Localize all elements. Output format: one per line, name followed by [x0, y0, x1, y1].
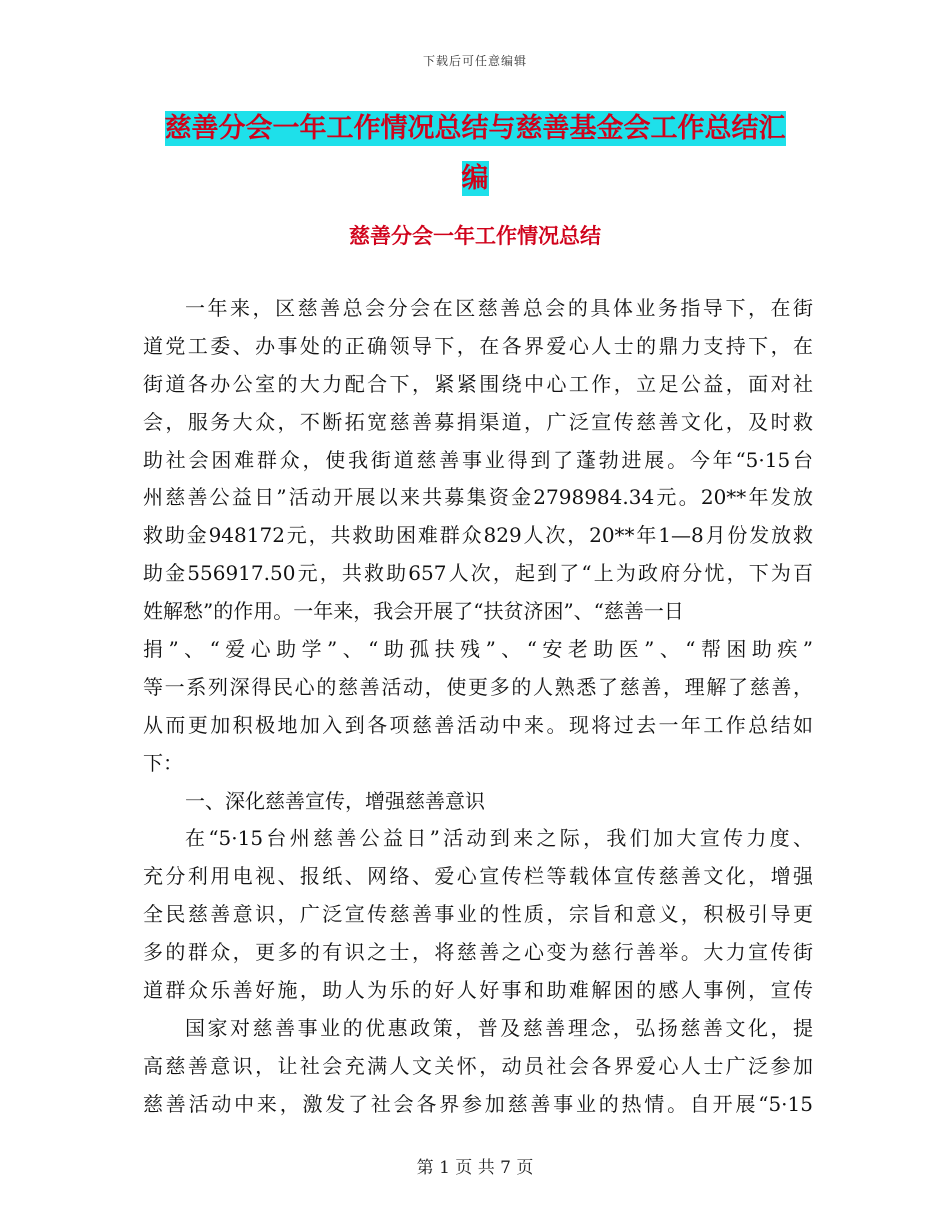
- paragraph-line: 助社会困难群众，使我街道慈善事业得到了蓬勃进展。今年“5·15台: [143, 447, 813, 472]
- page-header-note: 下载后可任意编辑: [422, 54, 527, 68]
- paragraph-line: 全民慈善意识，广泛宣传慈善事业的性质，宗旨和意义，积极引导更: [143, 902, 813, 927]
- paragraph-line: 等一系列深得民心的慈善活动，使更多的人熟悉了慈善，理解了慈善，: [143, 674, 813, 699]
- paragraph-line: 一年来，区慈善总会分会在区慈善总会的具体业务指导下，在街: [185, 296, 813, 320]
- paragraph-line: 捐”、“爱心助学”、“助孤扶残”、“安老助医”、“帮困助疾”: [143, 637, 813, 662]
- paragraph-line: 姓解愁”的作用。一年来，我会开展了“扶贫济困”、“慈善一日: [143, 599, 684, 624]
- paragraph-line: 会，服务大众，不断拓宽慈善募捐渠道，广泛宣传慈善文化，及时救: [143, 409, 813, 434]
- paragraph-line: 从而更加积极地加入到各项慈善活动中来。现将过去一年工作总结如: [143, 712, 813, 737]
- paragraph-line: 多的群众，更多的有识之士，将慈善之心变为慈行善举。大力宣传街: [143, 940, 813, 965]
- paragraph-line: 高慈善意识，让社会充满人文关怀，动员社会各界爱心人士广泛参加: [143, 1053, 813, 1078]
- paragraph-line: 助金556917.50元，共救助657人次，起到了“上为政府分忧，下为百: [143, 561, 813, 586]
- paragraph-line: 充分利用电视、报纸、网络、爱心宣传栏等载体宣传慈善文化，增强: [143, 864, 813, 889]
- page-number: 第 1 页 共 7 页: [416, 1158, 534, 1178]
- section-heading-1: 一、深化慈善宣传，增强慈善意识: [185, 788, 485, 813]
- paragraph-line: 道党工委、办事处的正确领导下，在各界爱心人士的鼎力支持下，在: [143, 333, 813, 358]
- document-title: [0, 104, 950, 204]
- paragraph-line: 在“5·15台州慈善公益日”活动到来之际，我们加大宣传力度、: [185, 826, 813, 851]
- document-title-line-1: 慈善分会一年工作情况总结与慈善基金会工作总结汇: [164, 113, 786, 144]
- paragraph-line: 下：: [143, 750, 183, 775]
- paragraph-line: 救助金948172元，共救助困难群众829人次，20**年1—8月份发放救: [143, 523, 813, 548]
- paragraph-line: 街道各办公室的大力配合下，紧紧围绕中心工作，立足公益，面对社: [143, 371, 813, 396]
- paragraph-line: 国家对慈善事业的优惠政策，普及慈善理念，弘扬慈善文化，提: [185, 1015, 813, 1040]
- document-title-line-2: 编: [461, 163, 489, 194]
- section-title: 慈善分会一年工作情况总结: [349, 224, 601, 248]
- paragraph-line: 慈善活动中来，激发了社会各界参加慈善事业的热情。自开展“5·15: [143, 1091, 813, 1116]
- body-text: [143, 290, 813, 1124]
- paragraph-line: 州慈善公益日”活动开展以来共募集资金2798984.34元。20**年发放: [143, 485, 813, 510]
- paragraph-line: 道群众乐善好施，助人为乐的好人好事和助难解困的感人事例，宣传: [143, 978, 813, 1003]
